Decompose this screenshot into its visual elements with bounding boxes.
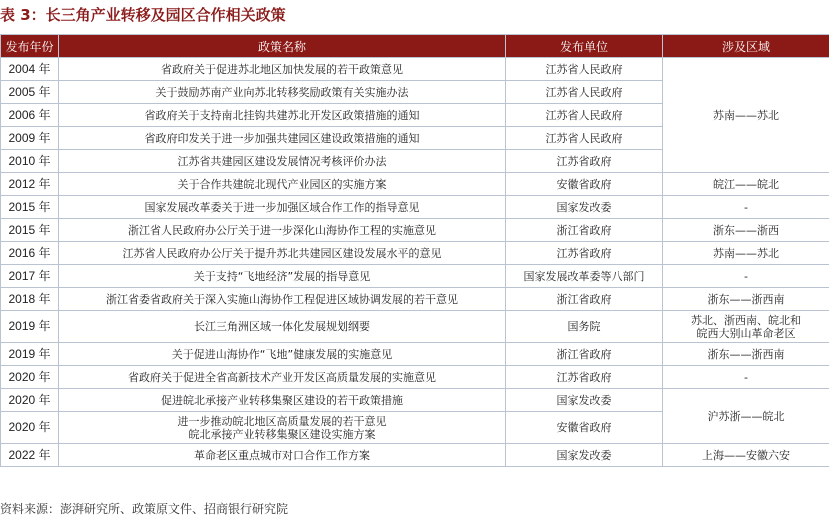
- policy-name-cell: 省政府关于促进全省高新技术产业开发区高质量发展的实施意见: [59, 366, 506, 389]
- issuer-cell: 江苏省人民政府: [506, 58, 663, 81]
- region-cell: -: [663, 366, 829, 389]
- year-cell: 2012 年: [1, 173, 59, 196]
- region-cell: 沪苏浙——皖北: [663, 389, 829, 444]
- issuer-cell: 国家发改委: [506, 196, 663, 219]
- issuer-cell: 江苏省政府: [506, 366, 663, 389]
- policy-name-cell: 关于促进山海协作“飞地”健康发展的实施意见: [59, 343, 506, 366]
- region-cell: -: [663, 196, 829, 219]
- issuer-cell: 浙江省政府: [506, 288, 663, 311]
- policy-name-cell: 浙江省委省政府关于深入实施山海协作工程促进区域协调发展的若干意见: [59, 288, 506, 311]
- issuer-cell: 安徽省政府: [506, 412, 663, 444]
- region-cell: 苏南——苏北: [663, 58, 829, 173]
- table-row: [1, 444, 829, 467]
- year-cell: 2010 年: [1, 150, 59, 173]
- source-note: 资料来源：澎湃研究所、政策原文件、招商银行研究院: [0, 502, 289, 516]
- table-row: [1, 311, 829, 343]
- table-row: [1, 219, 829, 242]
- issuer-cell: 江苏省人民政府: [506, 127, 663, 150]
- issuer-cell: 江苏省人民政府: [506, 81, 663, 104]
- table-header-row: [1, 35, 829, 58]
- issuer-cell: 国家发展改革委等八部门: [506, 265, 663, 288]
- region-cell: 皖江——皖北: [663, 173, 829, 196]
- year-cell: 2018 年: [1, 288, 59, 311]
- header-issuer: 发布单位: [506, 35, 663, 58]
- year-cell: 2015 年: [1, 196, 59, 219]
- year-cell: 2016 年: [1, 242, 59, 265]
- table-row: [1, 389, 829, 412]
- table-row: [1, 196, 829, 219]
- header-policy-name: 政策名称: [59, 35, 506, 58]
- region-cell: 浙东——浙西南: [663, 288, 829, 311]
- region-cell: 上海——安徽六安: [663, 444, 829, 467]
- policy-name-cell: 促进皖北承接产业转移集聚区建设的若干政策措施: [59, 389, 506, 412]
- table-row: [1, 343, 829, 366]
- policy-name-cell: 浙江省人民政府办公厅关于进一步深化山海协作工程的实施意见: [59, 219, 506, 242]
- year-cell: 2019 年: [1, 311, 59, 343]
- year-cell: 2009 年: [1, 127, 59, 150]
- region-cell: -: [663, 265, 829, 288]
- year-cell: 2004 年: [1, 58, 59, 81]
- issuer-cell: 江苏省人民政府: [506, 104, 663, 127]
- year-cell: 2015 年: [1, 219, 59, 242]
- policy-name-cell: 省政府关于促进苏北地区加快发展的若干政策意见: [59, 58, 506, 81]
- table-row: [1, 366, 829, 389]
- year-cell: 2019 年: [1, 343, 59, 366]
- header-year: 发布年份: [1, 35, 59, 58]
- policy-name-cell: 国家发展改革委关于进一步加强区域合作工作的指导意见: [59, 196, 506, 219]
- region-line: 苏北、浙西南、皖北和: [691, 313, 801, 327]
- issuer-cell: 浙江省政府: [506, 219, 663, 242]
- year-cell: 2020 年: [1, 366, 59, 389]
- header-region: 涉及区域: [663, 35, 829, 58]
- year-cell: 2022 年: [1, 444, 59, 467]
- table-title: 表 3：长三角产业转移及园区合作相关政策: [0, 6, 286, 24]
- policy-name-cell: 省政府印发关于进一步加强共建园区建设政策措施的通知: [59, 127, 506, 150]
- issuer-cell: 浙江省政府: [506, 343, 663, 366]
- table-row: [1, 288, 829, 311]
- table-row: [1, 265, 829, 288]
- issuer-cell: 国家发改委: [506, 444, 663, 467]
- policy-name-cell: [59, 412, 506, 444]
- policy-name-cell: 关于合作共建皖北现代产业园区的实施方案: [59, 173, 506, 196]
- issuer-cell: 国务院: [506, 311, 663, 343]
- issuer-cell: 国家发改委: [506, 389, 663, 412]
- issuer-cell: 江苏省政府: [506, 242, 663, 265]
- table-row: [1, 58, 829, 81]
- policy-name-line: 进一步推动皖北地区高质量发展的若干意见: [177, 414, 387, 428]
- region-cell: 浙东——浙西: [663, 219, 829, 242]
- policy-name-line: 皖北承接产业转移集聚区建设实施方案: [188, 427, 376, 441]
- table-row: [1, 173, 829, 196]
- table-row: [1, 242, 829, 265]
- region-cell: [663, 311, 829, 343]
- policy-name-cell: 省政府关于支持南北挂钩共建苏北开发区政策措施的通知: [59, 104, 506, 127]
- year-cell: 2005 年: [1, 81, 59, 104]
- year-cell: 2020 年: [1, 412, 59, 444]
- year-cell: 2020 年: [1, 389, 59, 412]
- policy-name-cell: 江苏省人民政府办公厅关于提升苏北共建园区建设发展水平的意见: [59, 242, 506, 265]
- year-cell: 2006 年: [1, 104, 59, 127]
- policy-name-cell: 关于支持“飞地经济”发展的指导意见: [59, 265, 506, 288]
- issuer-cell: 江苏省政府: [506, 150, 663, 173]
- issuer-cell: 安徽省政府: [506, 173, 663, 196]
- policy-name-cell: 革命老区重点城市对口合作工作方案: [59, 444, 506, 467]
- year-cell: 2017 年: [1, 265, 59, 288]
- policy-table: [0, 34, 829, 467]
- policy-name-cell: 关于鼓励苏南产业向苏北转移奖励政策有关实施办法: [59, 81, 506, 104]
- region-cell: 浙东——浙西南: [663, 343, 829, 366]
- policy-name-cell: 江苏省共建园区建设发展情况考核评价办法: [59, 150, 506, 173]
- region-line: 皖西大别山革命老区: [696, 326, 796, 340]
- region-cell: 苏南——苏北: [663, 242, 829, 265]
- policy-name-cell: 长江三角洲区域一体化发展规划纲要: [59, 311, 506, 343]
